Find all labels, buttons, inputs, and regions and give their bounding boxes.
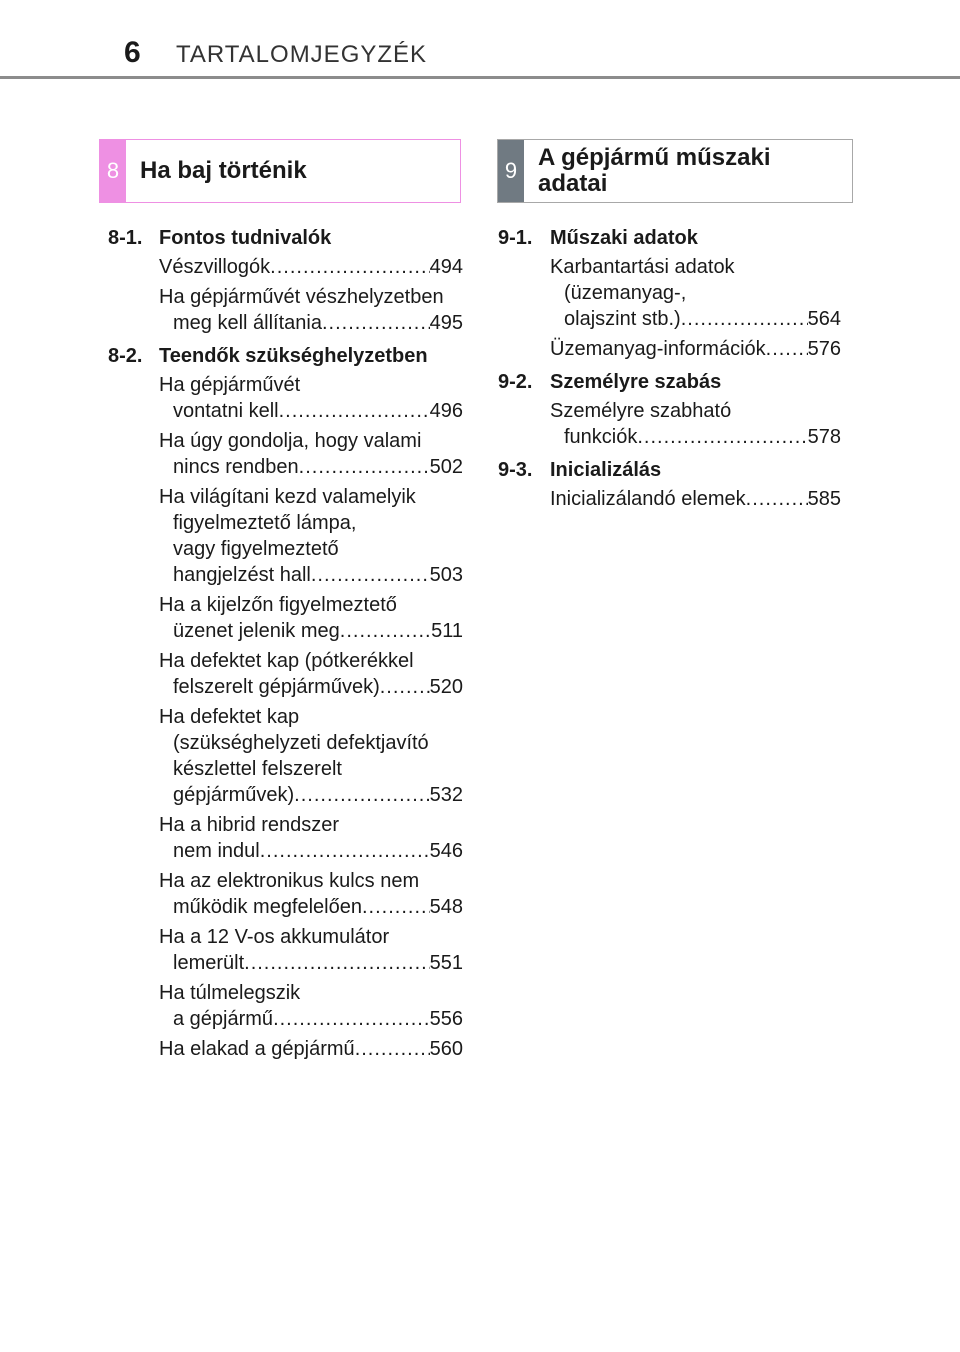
dot-leader (279, 398, 430, 424)
toc-entry[interactable] (159, 428, 463, 480)
page-reference: 551 (429, 952, 463, 974)
toc-section (108, 222, 463, 336)
entry-text: Ha világítani kezd valamelyik (159, 486, 416, 508)
chapter-title-line: Ha baj történik (140, 157, 307, 184)
section-heading (108, 340, 463, 372)
toc-entry[interactable] (550, 336, 841, 362)
entry-text: hangjelzést hall (173, 564, 311, 586)
toc-entry[interactable] (159, 980, 463, 1032)
entry-text: működik megfelelően (173, 896, 362, 918)
dot-leader (340, 618, 431, 644)
section-heading (108, 222, 463, 254)
toc-section (498, 366, 841, 450)
page-reference: 556 (429, 1008, 463, 1030)
page-reference: 503 (429, 564, 463, 586)
entry-text: Ha gépjárművét vészhelyzetben (159, 286, 444, 308)
page-reference: 520 (429, 676, 463, 698)
dot-leader (273, 1006, 430, 1032)
entry-text: figyelmeztető lámpa, (173, 512, 357, 534)
entry-text: Ha úgy gondolja, hogy valami (159, 430, 422, 452)
entry-text: Üzemanyag-információk (550, 338, 766, 360)
entry-text: üzenet jelenik meg (173, 620, 340, 642)
entry-text: Ha elakad a gépjármű (159, 1038, 355, 1060)
toc-entry[interactable] (159, 484, 463, 588)
entry-text: Ha defektet kap (159, 706, 300, 728)
dot-leader (322, 310, 430, 336)
page-header (0, 0, 960, 80)
page-reference: 578 (807, 426, 841, 448)
entry-text: Inicializálandó elemek (550, 488, 746, 510)
dot-leader (362, 894, 430, 920)
entry-text: (üzemanyag-, (564, 282, 687, 304)
dot-leader (260, 838, 430, 864)
dot-leader (355, 1036, 430, 1062)
page-reference: 496 (429, 400, 463, 422)
entry-text: Ha a hibrid rendszer (159, 814, 340, 836)
entry-text: funkciók (564, 426, 638, 448)
entry-text: nem indul (173, 840, 260, 862)
page-reference: 546 (429, 840, 463, 862)
toc-entry[interactable] (550, 486, 841, 512)
entry-text: Vészvillogók (159, 256, 271, 278)
toc-entry[interactable] (159, 372, 463, 424)
chapter-title (538, 140, 846, 202)
dot-leader (746, 486, 808, 512)
section-heading (498, 222, 841, 254)
toc-entry[interactable] (159, 704, 463, 808)
header-rule (0, 76, 960, 79)
dot-leader (311, 562, 430, 588)
entry-text: (szükséghelyzeti defektjavító (173, 732, 429, 754)
entry-text: gépjárművek) (173, 784, 295, 806)
page-reference: 511 (431, 620, 463, 642)
toc-entry[interactable] (550, 254, 841, 332)
entry-text: felszerelt gépjárművek) (173, 676, 380, 698)
chapter-number-tab: 8 (100, 140, 126, 202)
entry-text: Ha a kijelzőn figyelmeztető (159, 594, 397, 616)
section-number: 9-3. (498, 459, 533, 481)
entry-text: nincs rendben (173, 456, 299, 478)
page-number: 6 (124, 36, 141, 69)
dot-leader (380, 674, 430, 700)
chapter-8-contents (108, 222, 463, 1066)
page-reference: 548 (429, 896, 463, 918)
entry-text: Ha gépjárművét (159, 374, 301, 396)
page-reference: 532 (429, 784, 463, 806)
chapter-title-line: A gépjármű műszaki (538, 144, 771, 171)
chapter-8-heading (99, 139, 461, 203)
page-reference: 502 (429, 456, 463, 478)
dot-leader (244, 950, 429, 976)
section-title: Személyre szabás (550, 371, 722, 393)
entry-text: meg kell állítania (173, 312, 322, 334)
toc-entry[interactable] (550, 398, 841, 450)
dot-leader (637, 424, 807, 450)
section-title: Műszaki adatok (550, 227, 698, 249)
toc-entry[interactable] (159, 648, 463, 700)
dot-leader (294, 782, 429, 808)
section-number: 8-2. (108, 345, 143, 367)
entry-text: Ha a 12 V-os akkumulátor (159, 926, 390, 948)
page-reference: 495 (429, 312, 463, 334)
entry-text: vagy figyelmeztető (173, 538, 339, 560)
entry-text: olajszint stb.) (564, 308, 681, 330)
toc-entry[interactable] (159, 812, 463, 864)
toc-entry[interactable] (159, 254, 463, 280)
section-title: Teendők szükséghelyzetben (159, 345, 428, 367)
entry-text: Ha túlmelegszik (159, 982, 301, 1004)
entry-text: vontatni kell (173, 400, 279, 422)
entry-text: Karbantartási adatok (550, 256, 735, 278)
header-title: TARTALOMJEGYZÉK (176, 41, 428, 68)
page-reference: 576 (807, 338, 841, 360)
toc-section (108, 340, 463, 1062)
chapter-9-contents (498, 222, 841, 516)
dot-leader (681, 306, 808, 332)
entry-text: Ha az elektronikus kulcs nem (159, 870, 420, 892)
chapter-title-line: adatai (538, 170, 608, 197)
toc-entry[interactable] (159, 1036, 463, 1062)
section-title: Inicializálás (550, 459, 662, 481)
section-number: 8-1. (108, 227, 143, 249)
page-reference: 494 (429, 256, 463, 278)
page-reference: 564 (807, 308, 841, 330)
dot-leader (270, 254, 429, 280)
section-title: Fontos tudnivalók (159, 227, 332, 249)
chapter-title (140, 140, 454, 202)
toc-section (498, 454, 841, 512)
entry-text: Személyre szabható (550, 400, 732, 422)
chapter-9-heading (497, 139, 853, 203)
section-number: 9-1. (498, 227, 533, 249)
dot-leader (299, 454, 430, 480)
toc-entry[interactable] (159, 868, 463, 920)
entry-text: lemerült (173, 952, 245, 974)
section-heading (498, 454, 841, 486)
section-number: 9-2. (498, 371, 533, 393)
dot-leader (766, 336, 808, 362)
toc-section (498, 222, 841, 362)
toc-entry[interactable] (159, 592, 463, 644)
entry-text: Ha defektet kap (pótkerékkel (159, 650, 414, 672)
toc-entry[interactable] (159, 284, 463, 336)
entry-text: készlettel felszerelt (173, 758, 342, 780)
toc-entry[interactable] (159, 924, 463, 976)
entry-text: a gépjármű (173, 1008, 274, 1030)
section-heading (498, 366, 841, 398)
chapter-number-tab: 9 (498, 140, 524, 202)
page-reference: 560 (429, 1038, 463, 1060)
page-reference: 585 (807, 488, 841, 510)
